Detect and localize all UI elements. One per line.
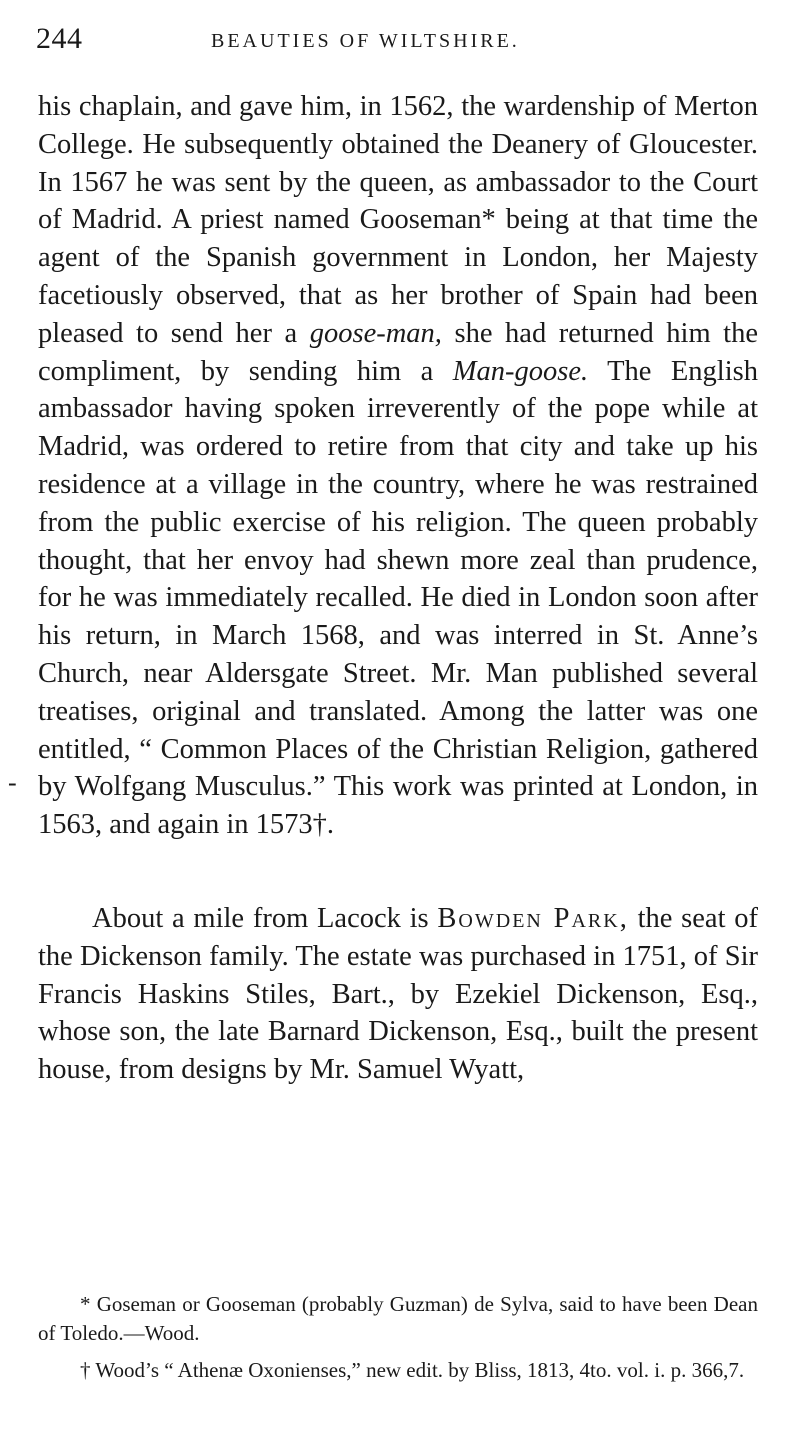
paragraph	[38, 900, 758, 1089]
italic-phrase: Man-goose.	[452, 355, 589, 387]
paragraph-text: About a mile from Lacock is	[92, 902, 438, 934]
paragraph-text: she had returned him the compliment, by sending him a	[38, 317, 758, 387]
page-number: 244	[36, 22, 83, 55]
body-text	[38, 88, 758, 1089]
italic-phrase: goose-man,	[309, 317, 442, 349]
paragraph-text: his chaplain, and gave him, in 1562, the wardenship of Merton College. He subsequently obtained the Deanery of Gloucester. In 1567 he was sent by the queen, as ambassador to the Court of Madrid. A priest named Gooseman* being at that time the agent of the Spanish government in London, her Majesty facetiously observed, that as her brother of Spain had been pleased to send her a	[38, 91, 758, 349]
place-name: Bowden Park,	[437, 902, 629, 934]
footnote: † Wood’s “ Athenæ Oxonienses,” new edit. by Bliss, 1813, 4to. vol. i. p. 366,7.	[80, 1358, 745, 1382]
paragraph-text: the seat of the Dickenson family. The estate was purchased in 1751, of Sir Francis Haskins Stiles, Bart., by Ezekiel Dickenson, Esq., whose son, the late Barnard Dickenson, Esq., built the present house, from designs by Mr. Samuel Wyatt,	[38, 902, 758, 1086]
paragraph	[38, 88, 758, 844]
footnote: * Goseman or Gooseman (probably Guzman) de Sylva, said to have been Dean of Toledo.—Wood.	[38, 1292, 758, 1345]
page-header	[36, 22, 766, 62]
footnotes	[38, 1290, 758, 1385]
paragraph-text: The English ambassador having spoken irreverently of the pope while at Madrid, was ordered to retire from that city and take up his residence at a village in the country, where he was restrained from the public exercise of his religion. The queen probably thought, that her envoy had shewn more zeal than prudence, for he was immediately recalled. He died in London soon after his return, in March 1568, and was interred in St. Anne’s Church, near Aldersgate Street. Mr. Man published several treatises, original and translated. Among the latter was one entitled, “ Common Places of the Christian Religion, gathered by Wolfgang Musculus.” This work was printed at London, in 1563, and again in 1573†.	[38, 355, 758, 841]
margin-mark: -	[8, 768, 17, 797]
running-head: BEAUTIES OF WILTSHIRE.	[211, 30, 520, 52]
